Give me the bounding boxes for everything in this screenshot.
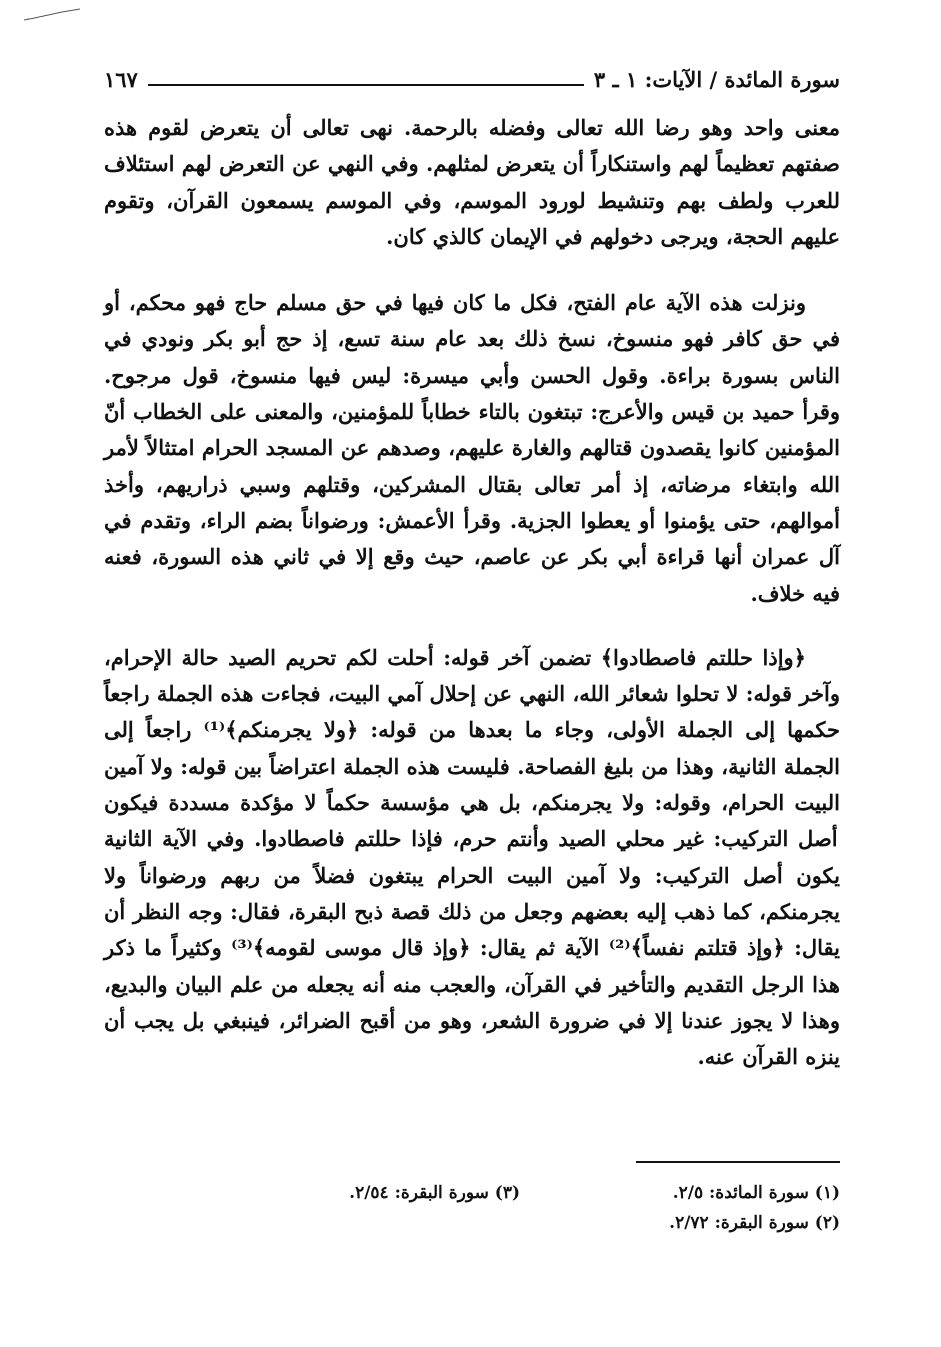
footnotes <box>200 1178 840 1238</box>
footnote-separator <box>636 1161 840 1163</box>
text-line: قتالهم والغارة عليهم، وصدهم عن المسجد الحرام امتثالاً لأمر الله وابتغاء مرضاته، إذ أمر <box>104 435 840 497</box>
text-line: حق كافر فهو منسوخ، نسخ ذلك بعد عام سنة تسع، إذ حج أبو بكر ونودي في الناس بسورة <box>104 326 840 388</box>
footnote-3: (٣) سورة البقرة: ٢/٥٤. <box>349 1183 520 1203</box>
footnote-1: (١) سورة المائدة: ٢/٥. <box>672 1183 840 1203</box>
text-line: نفساً﴾⁽²⁾ الآية ثم يقال: ﴿وإذ قال موسى لقومه﴾⁽³⁾ وكثيراً ما ذكر هذا الرجل التقديم والتأخير <box>104 935 841 997</box>
footnote-2: (٢) سورة البقرة: ٢/٧٢. <box>669 1213 840 1233</box>
footnote-row <box>200 1208 840 1238</box>
text-line: معنى واحد وهو رضا الله تعالى وفضله بالرحمة. نهى تعالى أن يتعرض لقوم هذه صفتهم <box>104 115 840 177</box>
paragraph-gap <box>104 612 840 640</box>
page-number: ١٦٧ <box>104 67 138 92</box>
footnote-row <box>200 1178 840 1208</box>
text-line: ونزلت هذه الآية عام الفتح، فكل ما كان فيها في حق مسلم حاج فهو محكم، أو في <box>104 290 840 352</box>
text-line: تعظيماً لهم واستنكاراً أن يتعرض لمثلهم. وفي النهي عن التعرض لهم استئلاف للعرب <box>104 151 840 213</box>
text-line: الجملة راجعاً حكمها إلى الجملة الأولى، وجاء ما بعدها من قوله: ﴿ولا يجرمنكم﴾⁽¹⁾ <box>104 681 840 743</box>
text-line: ولا آمين البيت الحرام، وقوله: ولا يجرمنكم، بل هي مؤسسة حكماً لا مؤكدة مسددة <box>104 753 840 816</box>
text-line: ويرجى دخولهم في الإيمان كالذي كان. <box>386 223 719 249</box>
paragraph-3 <box>104 640 840 1076</box>
header-title: سورة المائدة / الآيات: ١ ـ ٣ <box>593 67 840 92</box>
text-line: تعالى بقتال المشركين، وقتلهم وسبي ذراريهم، وأخذ أموالهم، حتى يؤمنوا أو يعطوا <box>104 471 840 533</box>
main-text <box>104 110 840 1075</box>
text-line: في القرآن، والعجب منه أنه يجعله من علم البيان والبديع، وهذا لا يجوز عندنا إلا في ضرورة <box>104 971 840 1033</box>
text-line: فيكون أصل التركيب: غير محلي الصيد وأنتم حرم، فإذا حللتم فاصطادوا. وفي الآية الثانية <box>104 790 838 852</box>
text-line: براءة. وقول الحسن وأبي ميسرة: ليس فيها منسوخ، قول مرجوح. وقرأ حميد بن قيس <box>104 362 840 425</box>
text-line: ذهب إليه بعضهم وجعل من ذلك قصة ذبح البقرة، فقال: وجه النظر أن يقال: ﴿وإذ قتلتم <box>104 898 840 961</box>
text-line: الإحرام، وآخر قوله: لا تحلوا شعائر الله، النهي عن إحلال آمي البيت، فجاءت هذه <box>104 644 840 707</box>
header-rule <box>148 84 584 86</box>
text-line: راجعاً إلى الجملة الثانية، وهذا من بليغ الفصاحة. فليست هذه الجملة اعتراضاً بين قوله: <box>104 717 840 779</box>
text-line: الشعر، وهو من أقبح الضرائر، فينبغي بل يجب أن ينزه القرآن عنه. <box>104 1007 840 1070</box>
paragraph-gap <box>104 255 840 285</box>
running-header <box>104 62 840 92</box>
paragraph-2 <box>104 285 840 612</box>
text-line: ﴿وإذا حللتم فاصطادوا﴾ تضمن آخر قوله: أحلت لكم تحريم الصيد حالة <box>172 644 806 670</box>
text-line: يكون أصل التركيب: ولا آمين البيت الحرام يبتغون فضلاً من ربهم ورضواناً ولا يجرمنكم، كما <box>104 862 840 924</box>
paragraph-1 <box>104 110 840 255</box>
scan-artifact <box>22 8 82 22</box>
text-line: عاصم، حيث وقع إلا في ثاني هذه السورة، فعنه فيه خلاف. <box>104 544 840 606</box>
text-line: والأعرج: تبتغون بالتاء خطاباً للمؤمنين، والمعنى على الخطاب أنّ المؤمنين كانوا يقصدون <box>104 399 840 461</box>
text-line: الجزية. وقرأ الأعمش: ورضواناً بضم الراء، وتقدم في آل عمران أنها قراءة أبي بكر عن <box>104 507 841 570</box>
text-line: ولطف بهم وتنشيط لورود الموسم، وفي الموسم يسمعون القرآن، وتقوم عليهم الحجة، <box>104 187 840 249</box>
